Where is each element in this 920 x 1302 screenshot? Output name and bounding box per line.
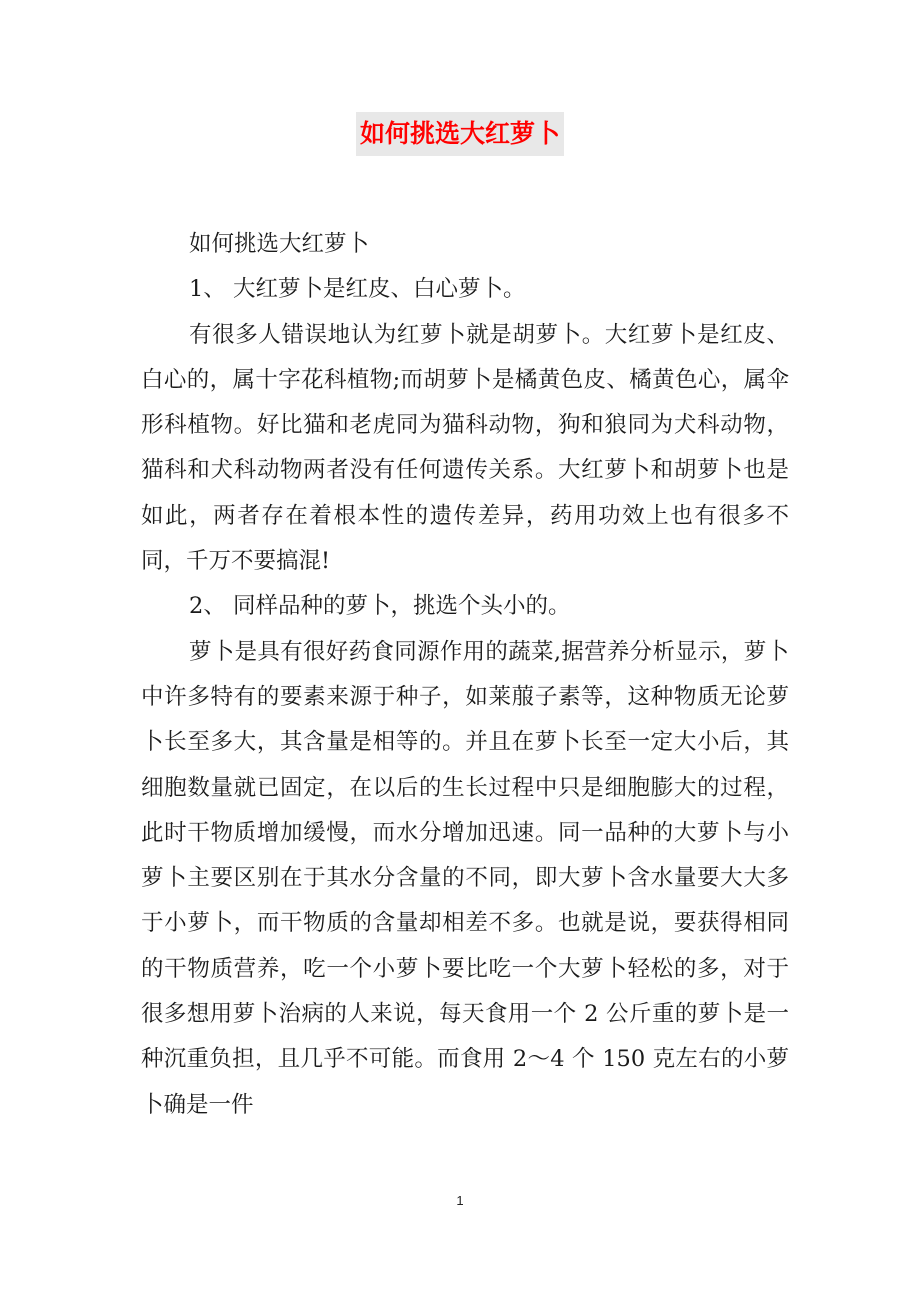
title-container [0, 112, 920, 156]
document-title: 如何挑选大红萝卜 [356, 112, 564, 156]
page-number: 1 [456, 1193, 464, 1208]
paragraph-text-2: 萝卜是具有很好药食同源作用的蔬菜,据营养分析显示，萝卜中许多特有的要素来源于种子，如莱菔子素等，这种物质无论萝卜长至多大，其含量是相等的。并且在萝卜长至一定大小后，其细胞数量就已固定，在以后的生长过程中只是细胞膨大的过程，此时干物质增加缓慢，而水分增加迅速。同一品种的大萝卜与小萝卜主要区别在于其水分含量的不同，即大萝卜含水量要大大多于小萝卜，而干物质的含量却相差不多。也就是说，要获得相同的干物质营养，吃一个小萝卜要比吃一个大萝卜轻松的多，对于很多想用萝卜治病的人来说，每天食用一个 2 公斤重的萝卜是一种沉重负担，且几乎不可能。而食用 2～4 个 150 克左右的小萝卜确是一件 [141, 638, 789, 1118]
paragraph-point-1: 1、 大红萝卜是红皮、白心萝卜。 [189, 276, 526, 303]
paragraph-heading: 如何挑选大红萝卜 [189, 231, 370, 257]
document-body [141, 222, 789, 1128]
paragraph-point-2: 2、 同样品种的萝卜，挑选个头小的。 [189, 593, 571, 620]
paragraph-text-1: 有很多人错误地认为红萝卜就是胡萝卜。大红萝卜是红皮、白心的，属十字花科植物;而胡萝卜是橘黄色皮、橘黄色心，属伞形科植物。好比猫和老虎同为猫科动物，狗和狼同为犬科动物，猫科和犬科动物两者没有任何遗传关系。大红萝卜和胡萝卜也是如此，两者存在着根本性的遗传差异，药用功效上也有很多不同，千万不要搞混! [141, 321, 789, 575]
